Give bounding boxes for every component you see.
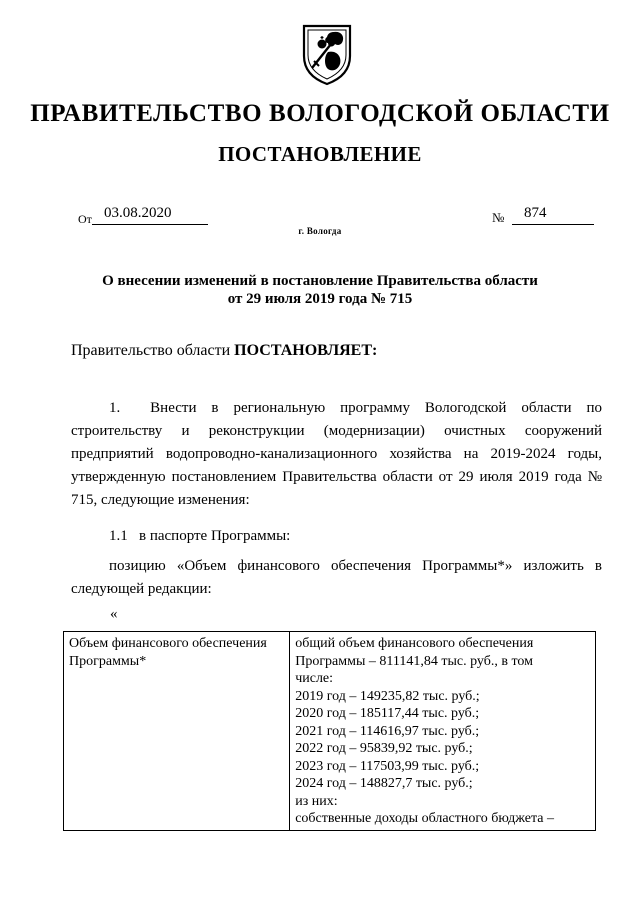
total-line-3: числе: (295, 671, 334, 686)
year-line-2024: 2024 год – 148827,7 тыс. руб.; (295, 776, 473, 791)
table-label-cell (64, 632, 290, 831)
table-row (64, 632, 596, 831)
own-revenue-line: собственные доходы областного бюджета – (295, 811, 554, 826)
total-line-1: общий объем финансового обеспечения (295, 636, 534, 651)
resolution-keyword: ПОСТАНОВЛЯЕТ: (234, 342, 378, 359)
number-value: 874 (512, 205, 594, 225)
document-subject (60, 272, 580, 308)
year-line-2019: 2019 год – 149235,82 тыс. руб.; (295, 688, 480, 704)
table-value-cell (290, 632, 596, 831)
item-1-1-heading: 1.1 в паспорте Программы: (109, 528, 291, 544)
document-type: ПОСТАНОВЛЕНИЕ (218, 142, 422, 166)
date-value: 03.08.2020 (92, 205, 208, 225)
of-them-line: из них: (295, 793, 338, 809)
item-1-paragraph (71, 397, 602, 512)
year-line-2023: 2023 год – 117503,99 тыс. руб.; (295, 758, 480, 774)
resolution-prefix: Правительство области (71, 342, 231, 359)
coat-of-arms-icon (298, 22, 356, 86)
year-line-2021: 2021 год – 114616,97 тыс. руб.; (295, 723, 480, 739)
government-title: ПРАВИТЕЛЬСТВО ВОЛОГОДСКОЙ ОБЛАСТИ (30, 100, 610, 127)
table-label: Объем финансового обеспечения Программы* (69, 636, 267, 669)
opening-quote: « (110, 606, 118, 622)
city-name: г. Вологда (298, 226, 342, 236)
position-paragraph: позицию «Объем финансового обеспечения Программы*» изложить в следующей редакции: (71, 558, 602, 597)
subject-line-2: от 29 июля 2019 года № 715 (227, 291, 413, 307)
year-line-2022: 2022 год – 95839,92 тыс. руб.; (295, 741, 473, 756)
year-line-2020: 2020 год – 185117,44 тыс. руб.; (295, 706, 480, 721)
total-line-2: Программы – 811141,84 тыс. руб., в том (295, 653, 533, 669)
number-label: № (492, 210, 505, 225)
financing-table (63, 631, 596, 831)
date-label: От (78, 212, 92, 226)
subject-line-1: О внесении изменений в постановление Правительства области (102, 273, 538, 289)
resolution-statement (71, 342, 377, 360)
item-1-text: 1. Внести в региональную программу Вологодской области по строительству и реконструкции (модернизации) очистных сооружений предприятий водопроводно-канализационного хозяйства на 2019-2024 годы, утвержденную постановлением Правительства области от 29 июля 2019 года № 715, следующие изменения: (71, 400, 602, 508)
